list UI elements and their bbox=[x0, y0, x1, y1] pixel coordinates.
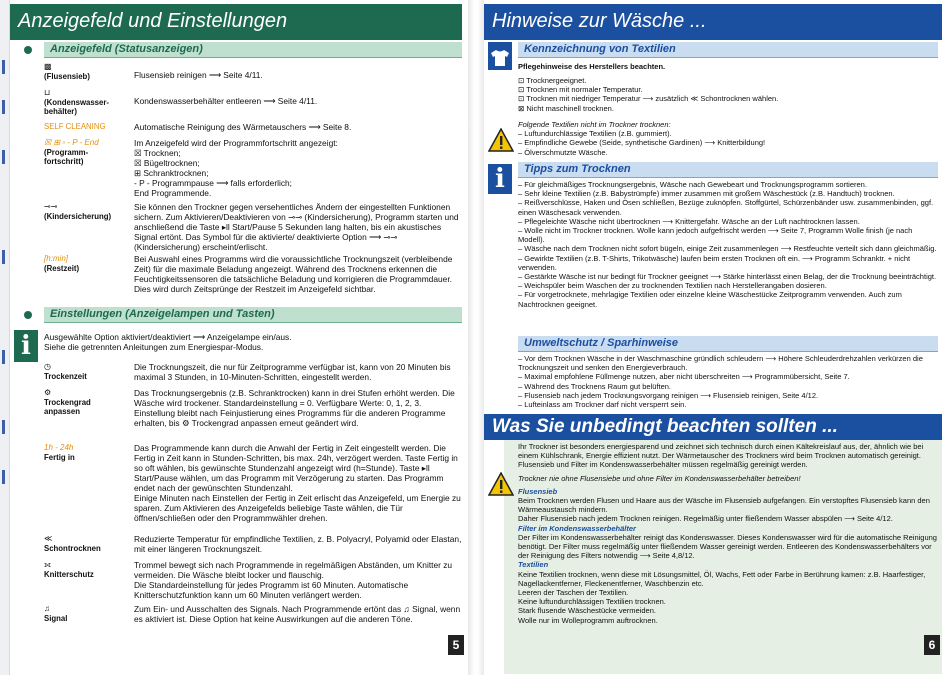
settings-intro: Ausgewählte Option aktiviert/deaktiviert ⟶ Anzeigelampe ein/aus. Siehe die getrennten Anleitungen zum Energiespar-Modus. bbox=[44, 332, 292, 352]
status-row-kondenswasser: ⊔ (Kondenswasser-behälter) Kondenswasserbehälter entleeren ⟶ Seite 4/11. bbox=[44, 88, 318, 116]
setting-row-knitterschutz: ⟗ Knitterschutz Trommel bewegt sich nach Programmende in regelmäßigen Abständen, um Knitter zu vermeiden. Die Wäsche bleibt locker und flauschig. Die Standardeinstellung für jedes Programm ist 60 Minuten. Automatische Knitterschutzfunktion kann um 60 Minuten verlängert werden. bbox=[44, 560, 453, 600]
tshirt-icon bbox=[488, 42, 512, 70]
care-list: ⊡ Trocknergeeignet. ⊡ Trocknen mit normaler Temperatur. ⊡ Trocknen mit niedriger Temperatur ⟶ zusätzlich ≪ Schontrocknen wählen. ⊠ Nicht maschinell trocknen. bbox=[518, 76, 779, 113]
status-row-kindersicherung: ⊸⊸ (Kindersicherung) Sie können den Trockner gegen versehentliches Ändern der eingestellten Funktionen sichern. Zum Aktivieren/Deaktivieren von ⊸⊸ (Kindersicherung), Programm starten und anschließend die Taste ▸ll Start/Pause 5 Sekunden lang halten, bis ein akustisches Signal ertönt. Das Symbol für die aktivierte/ deaktivierte Option ⟶ ⊸⊸ (Kindersicherung) erscheint/erlischt. bbox=[44, 202, 459, 252]
section-bullet bbox=[24, 311, 32, 319]
not-dry-block: Folgende Textilien nicht im Trockner trocknen: – Luftundurchlässige Textilien (z.B. gummiert). – Empfindliche Gewebe (Seide, synthetische Gardinen) ⟶ Knitterbildung! – Ölverschmutzte Wäsche. bbox=[518, 120, 938, 157]
status-row-self-cleaning: SELF CLEANING Automatische Reinigung des Wärmetauschers ⟶ Seite 8. bbox=[44, 122, 352, 132]
right-page bbox=[484, 0, 942, 675]
care-heading: Pflegehinweise des Herstellers beachten. bbox=[518, 62, 666, 71]
warning-icon bbox=[488, 128, 514, 152]
left-page bbox=[10, 0, 468, 675]
page-gutter bbox=[468, 0, 484, 675]
section-bullet bbox=[24, 46, 32, 54]
status-row-restzeit: [h:min] (Restzeit) Bei Auswahl eines Programms wird die voraussichtliche Trocknungszeit (verbleibende Zeit) für die maximale Beladung angezeigt. Während des Trocknens erkennen die Feuchtigkeitssensoren die tatsächliche Beladung und korrigieren die Programmdauer. Dies wird durch Zeitsprünge der Restzeit im Anzeigefeld sichtbar. bbox=[44, 254, 453, 294]
left-page-title: Anzeigefeld und Einstellungen bbox=[10, 4, 462, 40]
warning-banner: Was Sie unbedingt beachten sollten ... bbox=[484, 414, 942, 440]
setting-row-fertig-in: 1h - 24h Fertig in Das Programmende kann durch die Anwahl der Fertig in Zeit eingestellt werden. Die Fertig in Zeit kann in Stunden-Schritten, bis max. 24h, verzögert werden. Taste Fertig in so oft wählen, bis gewünschte Stundenzahl angezeigt wird (h=Stunde). Taste ▸ll Start/Pause wählen, um das Programm mit Verzögerung zu starten. Das Programm endet nach der gewünschten Stundenzahl. Einige Minuten nach Einstellen der Fertig in Zeit erlischt das Anzeigefeld, um Energie zu sparen. Zum Aktivieren des Anzeigefelds beliebige Taste wählen, die Tür öffnen/schließen oder den Programmwähler drehen. bbox=[44, 443, 461, 523]
section-heading-status: Anzeigefeld (Statusanzeigen) bbox=[44, 42, 462, 58]
status-row-flusensieb: ▩ (Flusensieb) Flusensieb reinigen ⟶ Seite 4/11. bbox=[44, 62, 263, 81]
page-number-left: 5 bbox=[448, 635, 464, 655]
section-heading-settings: Einstellungen (Anzeigelampen und Tasten) bbox=[44, 307, 462, 323]
warning-content: Ihr Trockner ist besonders energiesparend und zeichnet sich technisch durch einen Kältekreislauf aus, der, ähnlich wie bei einem Kühlschrank, Energie effizient nutzt. Der Wärmetauscher des Trockners wird beim Trocknen automatisch gereinigt. Flusensieb und Filter im Kondenswasserbehälter müssen regelmäßig gereinigt werden. Trockner nie ohne Flusensiebe und ohne Filter im Kondenswasserbehälter betreiben! Flusensieb Beim Trocknen werden Flusen und Haare aus der Wäsche im Flusensieb aufgefangen. Ein verstopftes Flusensieb kann den Wärmeaustausch mindern. Daher Flusensieb nach jedem Trocknen reinigen. Regelmäßig unter fließendem Wasser abspülen ⟶ Seite 4/12. Filter im Kondenswasserbehälter Der Filter im Kondenswasserbehälter reinigt das Kondenswasser. Dieses Kondenswasser wird für die automatische Reinigung benötigt. Der Filter muss regelmäßig unter fließendem Wasser gereinigt werden. Entleeren des Kondenswasserbehälters vor der Reinigung des Filters notwendig ⟶ Seite 4,8/12. Textilien Keine Textilien trocknen, wenn diese mit Lösungsmittel, Öl, Wachs, Fett oder Farbe in Berührung kamen: z.B. Haarfestiger, Nagellackentferner, Fleckenentferner, Waschbenzin etc. Leeren der Taschen der Textilien. Keine luftundurchlässigen Textilien trocknen. Stark flusende Wäschestücke vermeiden. Wolle nur im Wolleprogramm auftrocknen. bbox=[518, 442, 937, 625]
section-heading-textilien: Kennzeichnung von Textilien bbox=[518, 42, 938, 58]
eco-list: – Vor dem Trocknen Wäsche in der Waschmaschine gründlich schleudern ⟶ Höhere Schleuderdrehzahlen verkürzen die Trocknungszeit und senken den Energieverbrauch. – Maximal empfohlene Füllmenge nutzen, aber nicht überschreiten ⟶ Programmübersicht, Seite 7. – Während des Trocknens Raum gut belüften. – Flusensieb nach jedem Trocknungsvorgang reinigen ⟶ Flusensieb reinigen, Seite 4/12. – Lufteinlass am Trockner darf nicht versperrt sein. bbox=[518, 354, 938, 409]
status-row-programmfortschritt: ☒ ⊞ ▫ - P - End (Programm-fortschritt) Im Anzeigefeld wird der Programmfortschritt angezeigt: ☒ Trocknen; ☒ Bügeltrocknen; ⊞ Schranktrocknen; - P - Programmpause ⟶ falls erforderlich; End Programmende. bbox=[44, 138, 338, 198]
setting-row-trockenzeit: ◷ Trockenzeit Die Trocknungszeit, die nur für Zeitprogramme verfügbar ist, kann von 20 Minuten bis maximal 3 Stunden, in 10-Minuten-Schritten, eingestellt werden. bbox=[44, 362, 451, 382]
warning-icon bbox=[488, 472, 514, 496]
page-number-right: 6 bbox=[924, 635, 940, 655]
section-heading-umweltschutz: Umweltschutz / Sparhinweise bbox=[518, 336, 938, 352]
info-icon: i bbox=[14, 330, 38, 362]
section-heading-tipps: Tipps zum Trocknen bbox=[518, 162, 938, 178]
info-icon: i bbox=[488, 164, 512, 194]
setting-row-trockengrad: ⚙ Trockengrad anpassen Das Trocknungsergebnis (z.B. Schranktrocken) kann in drei Stufen erhöht werden. Die Wäsche wird trockener. Standardeinstellung = 0. Verfügbare Werte: 0, 1, 2, 3. Einstellung bleibt nach Feinjustierung eines Programms für die anderen Programme erhalten, bis ⚙ Trockengrad anpassen erneut geändert wird. bbox=[44, 388, 455, 428]
right-page-title: Hinweise zur Wäsche ... bbox=[484, 4, 942, 40]
setting-row-signal: ♫ Signal Zum Ein- und Ausschalten des Signals. Nach Programmende ertönt das ♫ Signal, wenn es aktiviert ist. Diese Option hat keine Auswirkungen auf die anderen Töne. bbox=[44, 604, 461, 624]
left-edge-strip bbox=[0, 0, 10, 675]
tips-list: – Für gleichmäßiges Trocknungsergebnis, Wäsche nach Gewebeart und Trocknungsprogramm sortieren. – Sehr kleine Textilien (z.B. Babystrümpfe) immer zusammen mit großem Wäschestück (z.B. Handtuch) trocknen. – Reißverschlüsse, Haken und Ösen schließen, Bezüge zuknöpfen. Stoffgürtel, Schürzenbänder usw. zusammenbinden, ggf. einen Wäschesack verwenden. – Pflegeleichte Wäsche nicht übertrocknen ⟶ Knittergefahr. Wäsche an der Luft nachtrocknen lassen. – Wolle nicht im Trockner trocknen. Wolle kann jedoch aufgefrischt werden ⟶ Seite 7, Programm Wolle finish (je nach Modell). – Wäsche nach dem Trocknen nicht sofort bügeln, einige Zeit zusammenlegen ⟶ Restfeuchte verteilt sich dann gleichmäßig. – Gewirkte Textilien (z.B. T-Shirts, Trikotwäsche) laufen beim ersten Trocknen oft ein. ⟶ Programm Schranktr. + nicht verwenden. – Gestärkte Wäsche ist nur bedingt für Trockner geeignet ⟶ Stärke hinterlässt einen Belag, der die Trocknung beeinträchtigt. – Weichspüler beim Waschen der zu trocknenden Textilien nach Herstellerangaben dosieren. – Für vorgetrocknete, mehrlagige Textilien oder einzelne kleine Wäschestücke Zeitprogramm verwenden. Auch zum Nachtrocknen geeignet. bbox=[518, 180, 938, 309]
setting-row-schontrocknen: ≪ Schontrocknen Reduzierte Temperatur für empfindliche Textilien, z. B. Polyacryl, Polyamid oder Elastan, mit einer längeren Trocknungszeit. bbox=[44, 534, 462, 554]
